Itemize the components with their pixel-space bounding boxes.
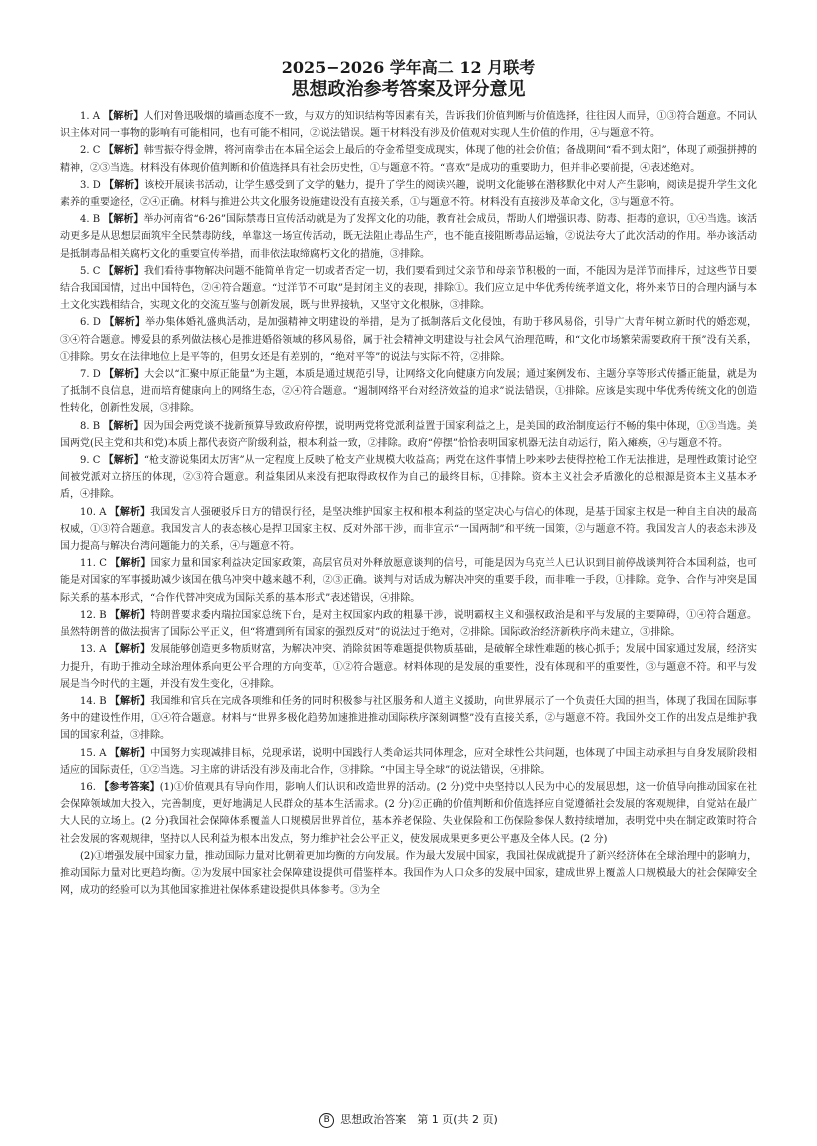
question-number: 4. B <box>80 214 101 226</box>
analysis-tag: 【解析】 <box>109 609 151 621</box>
answer-item <box>60 418 757 452</box>
answer-item <box>60 314 757 366</box>
analysis-tag: 【解析】 <box>104 369 145 381</box>
analysis-tag: 【解析】 <box>109 695 151 707</box>
answer-text: 韩雪振夺得金牌，将河南拳击在本届全运会上最后的夺金希望变成现实，体现了他的社会价值；备战期间“看不到太阳”，体现了顽强拼搏的精神，②③当选。材料没有体现价值判断和价值选择具有社会历史性，①与题意不符。“喜欢”是成功的重要助力，但并非必要前提，④表述绝对。 <box>60 145 757 174</box>
answer-item <box>60 108 757 142</box>
answer-item <box>60 263 757 315</box>
version-badge: B <box>319 1113 334 1128</box>
answer-text: 我国维和官兵在完成各项维和任务的同时积极参与社区服务和人道主义援助，向世界展示了一个负责任大国的担当，体现了我国在国际事务中的建设性作用，①④符合题意。材料与“世界多极化趋势加速推进推动国际秩序深刻调整”没有直接关系，②与题意不符。我国外交工作的出发点是维护我国的国家利益，③排除。 <box>60 695 758 742</box>
question-number: 5. C <box>80 265 101 277</box>
question-number: 9. C <box>80 455 101 467</box>
question-number: 11. C <box>80 558 107 570</box>
answer-text: 我们看待事物解决问题不能简单肯定一切或者否定一切，我们要看到过父亲节和母亲节积极的一面，不能因为是洋节而排斥，过这些节日要结合我国国情，过出中国特色，②④符合题意。“过洋节不可取”是封闭主义的表现，排除①。我们应立足中华优秀传统孝道文化，将外来节日的合理内涵与本土文化实践相结合，实现文化的交流互鉴与创新发展，既与世界接轨，又坚守文化根脉，③排除。 <box>60 265 758 312</box>
answer-text: 因为国会两党谈不拢新预算导致政府停摆，说明两党将党派利益置于国家利益之上，是美国的政治制度运行不畅的集中体现，①③当选。美国两党(民主党和共和党)本质上都代表资产阶级利益，根本利益一致，②排除。政府“停摆”恰恰表明国家机器无法自动运行，陷入瘫痪，④与题意不符。 <box>60 420 758 449</box>
analysis-tag: 【解析】 <box>110 558 151 570</box>
question-number: 7. D <box>80 369 101 381</box>
answer-item <box>60 452 757 504</box>
answer-list <box>60 108 757 899</box>
answer-text: 国家力量和国家利益决定国家政策，高层官员对外释放愿意谈判的信号，可能是因为乌克兰人已认识到目前停战谈判符合本国利益，也可能是对国家的军事援助减少该国在俄乌冲突中越来越不利，②③正确。谈判与对话成为解决冲突的重要手段，而非唯一手段，①排除。竞争、合作与冲突是国际关系的基本形式，“合作代替冲突成为国际关系的基本形式”表述错误，④排除。 <box>60 558 758 604</box>
footer-page-info: 思想政治答案 第 1 页(共 2 页) <box>340 1113 498 1126</box>
question-number: 12. B <box>80 609 107 621</box>
analysis-tag: 【解析】 <box>109 747 151 759</box>
question-number: 14. B <box>80 695 107 707</box>
answer-page <box>60 58 757 899</box>
analysis-tag: 【解析】 <box>103 214 144 226</box>
answer-item <box>60 693 757 745</box>
answer-text: 大会以“汇聚中原正能量”为主题，本质是通过规范引导，让网络文化向健康方向发展；通过案例发布、主题分享等形式传播正能量，就是为了抵制不良信息，进而培育健康向上的网络生态，②④符合题意。“遏制网络平台对经济效益的追求”说法错误，①排除。应该是实现中华优秀传统文化的创造性转化，创新性发展，③排除。 <box>60 369 757 415</box>
question-number: 1. A <box>80 111 100 122</box>
answer-key-title: 思想政治参考答案及评分意见 <box>291 79 526 100</box>
analysis-tag: 【解析】 <box>104 179 145 191</box>
analysis-tag: 【解析】 <box>109 506 151 518</box>
answer-item <box>60 177 757 211</box>
answer-item <box>60 607 757 641</box>
analysis-tag: 【解析】 <box>103 111 144 122</box>
question-number: 16. <box>80 781 96 793</box>
answer-text: (1)①价值观具有导向作用，影响人们认识和改造世界的活动。(2 分)党中央坚持以人民为中心的发展思想，这一价值导向推动国家在社会保障领域加大投入，完善制度，更好地满足人民群众的基本生活需求。(2 分)②正确的价值判断和价值选择应自觉遵循社会发展的客观规律，自觉站在最广大人民的立场上。(2 分)我国社会保障体系覆盖人口规模居世界首位，基本养老保险、失业保险和工伤保险参保人数持续增加，表明党中央在制定政策时符合社会发展的客观规律，坚持以人民利益为根本出发点，努力维护社会公平正义，使发展成果更多更公平惠及全体人民。(2 分) <box>60 781 757 845</box>
question-number: 8. B <box>80 420 101 432</box>
answer-text: “枪支游说集团太厉害”从一定程度上反映了枪支产业规模大收益高；两党在这件事情上吵来吵去使得控枪工作无法推进，是理性政策讨论空间被党派对立挤压的体现，②③符合题意。利益集团从来没有把取得政权作为自己的最终目标，①排除。资本主义社会矛盾激化的总根源是资本主义基本矛盾，④排除。 <box>60 455 757 501</box>
analysis-tag: 【解析】 <box>103 145 144 157</box>
answer-text: 人们对鲁迅吸烟的墙画态度不一致，与双方的知识结构等因素有关，告诉我们价值判断与价值选择，往往因人而异，①③符合题意。不同认识主体对同一事物的影响有可能相同，也有可能不相同，②说法错误。题干材料没有涉及价值观对实现人生价值的作用，④与题意不符。 <box>60 111 757 140</box>
analysis-tag: 【解析】 <box>103 455 144 467</box>
answer-item <box>60 745 757 779</box>
question-number: 15. A <box>80 747 107 759</box>
answer-text: 举办河南省“6·26”国际禁毒日宣传活动就是为了发挥文化的功能，教育社会成员，帮助人们增强识毒、防毒、拒毒的意识，①④当选。该活动更多是从思想层面筑牢全民禁毒防线，单靠这一场宣传活动，既无法阻止毒品生产，也不能直接阻断毒品运输，②说法夸大了此次活动的作用。举办该活动是抵制毒品相关腐朽文化的重要宣传举措，而非依法取缔腐朽文化的措施，③排除。 <box>60 214 757 260</box>
answer-text: 该校开展读书活动，让学生感受到了文学的魅力，提升了学生的阅读兴趣，说明文化能够在潜移默化中对人产生影响，阅读是提升学生文化素养的重要途径，②④正确。材料与推进公共文化服务设施建设没有直接关系，①与题意不符。材料没有直接涉及革命文化，③与题意不符。 <box>60 179 758 209</box>
question-number: 13. A <box>80 644 107 656</box>
answer-item <box>60 142 757 176</box>
page-footer <box>0 1111 817 1128</box>
analysis-tag: 【解析】 <box>103 265 144 277</box>
answer-item <box>60 641 757 693</box>
analysis-tag: 【解析】 <box>109 644 151 656</box>
question-number: 2. C <box>80 145 101 157</box>
answer-item <box>60 848 757 900</box>
analysis-tag: 【参考答案】 <box>99 781 160 793</box>
answer-item <box>60 504 757 556</box>
question-number: 3. D <box>80 179 101 191</box>
exam-title: 2025−2026 学年高二 12 月联考 <box>281 58 536 77</box>
answer-text: (2)①增强发展中国家力量，推动国际力量对比朝着更加均衡的方向发展。作为最大发展中国家，我国社保成就提升了新兴经济体在全球治理中的影响力，推动国际力量对比更趋均衡。②为发展中国家社会保障建设提供可借鉴样本。我国作为人口众多的发展中国家，建成世界上覆盖人口规模最大的社会保障安全网，成功的经验可以为其他国家推进社保体系建设提供具体参考。③为全 <box>60 850 757 897</box>
answer-text: 特朗普要求委内瑞拉国家总统下台，是对主权国家内政的粗暴干涉，说明霸权主义和强权政治是和平与发展的主要障碍，①④符合题意。虽然特朗普的做法损害了国际公平正义，但“将遭到所有国家的强烈反对”的说法过于绝对，②排除。国际政治经济新秩序尚未建立，③排除。 <box>60 609 758 639</box>
answer-item <box>60 366 757 418</box>
answer-text: 发展能够创造更多物质财富，为解决冲突、消除贫困等难题提供物质基础，是破解全球性难题的核心抓手；发展中国家通过发展，经济实力提升，有助于推动全球治理体系向更公平合理的方向变革，①②符合题意。材料体现的是发展的重要性，没有体现和平的重要性，③与题意不符。和平与发展是当今时代的主题，并没有发生变化，④排除。 <box>60 644 757 690</box>
answer-item <box>60 779 757 848</box>
answer-item <box>60 211 757 263</box>
answer-item <box>60 555 757 607</box>
analysis-tag: 【解析】 <box>103 420 144 432</box>
answer-text: 我国发言人强硬驳斥日方的错误行径，是坚决维护国家主权和根本利益的坚定决心与信心的体现，是基于国家主权是一种自主自决的最高权威，①③符合题意。我国发言人的表态核心是捍卫国家主权、反对外部干涉，而非宣示“一国两制”和平统一国策，②与题意不符。我国发言人的表态未涉及国力提高与解决台湾问题能力的关系，④与题意不符。 <box>60 506 757 553</box>
answer-text: 中国努力实现减排目标，兑现承诺，说明中国践行人类命运共同体理念，应对全球性公共问题，也体现了中国主动承担与自身发展阶段相适应的国际责任，①②当选。习主席的讲话没有涉及南北合作，③排除。“中国主导全球”的说法错误，④排除。 <box>60 747 757 776</box>
analysis-tag: 【解析】 <box>104 317 146 329</box>
answer-text: 举办集体婚礼盛典活动，是加强精神文明建设的举措，是为了抵制落后文化侵蚀，有助于移风易俗，引导广大青年树立新时代的婚恋观，③④符合题意。博爱县的系列做法核心是推进婚俗领域的移风易俗，属于社会精神文明建设与社会风气治理范畴，和“文化市场繁荣需要政府干预”没有关系，①排除。男女在法律地位上是平等的，但男女还是有差别的，“绝对平等”的说法与实际不符，②排除。 <box>60 317 758 363</box>
question-number: 6. D <box>80 317 101 329</box>
question-number: 10. A <box>80 506 107 518</box>
